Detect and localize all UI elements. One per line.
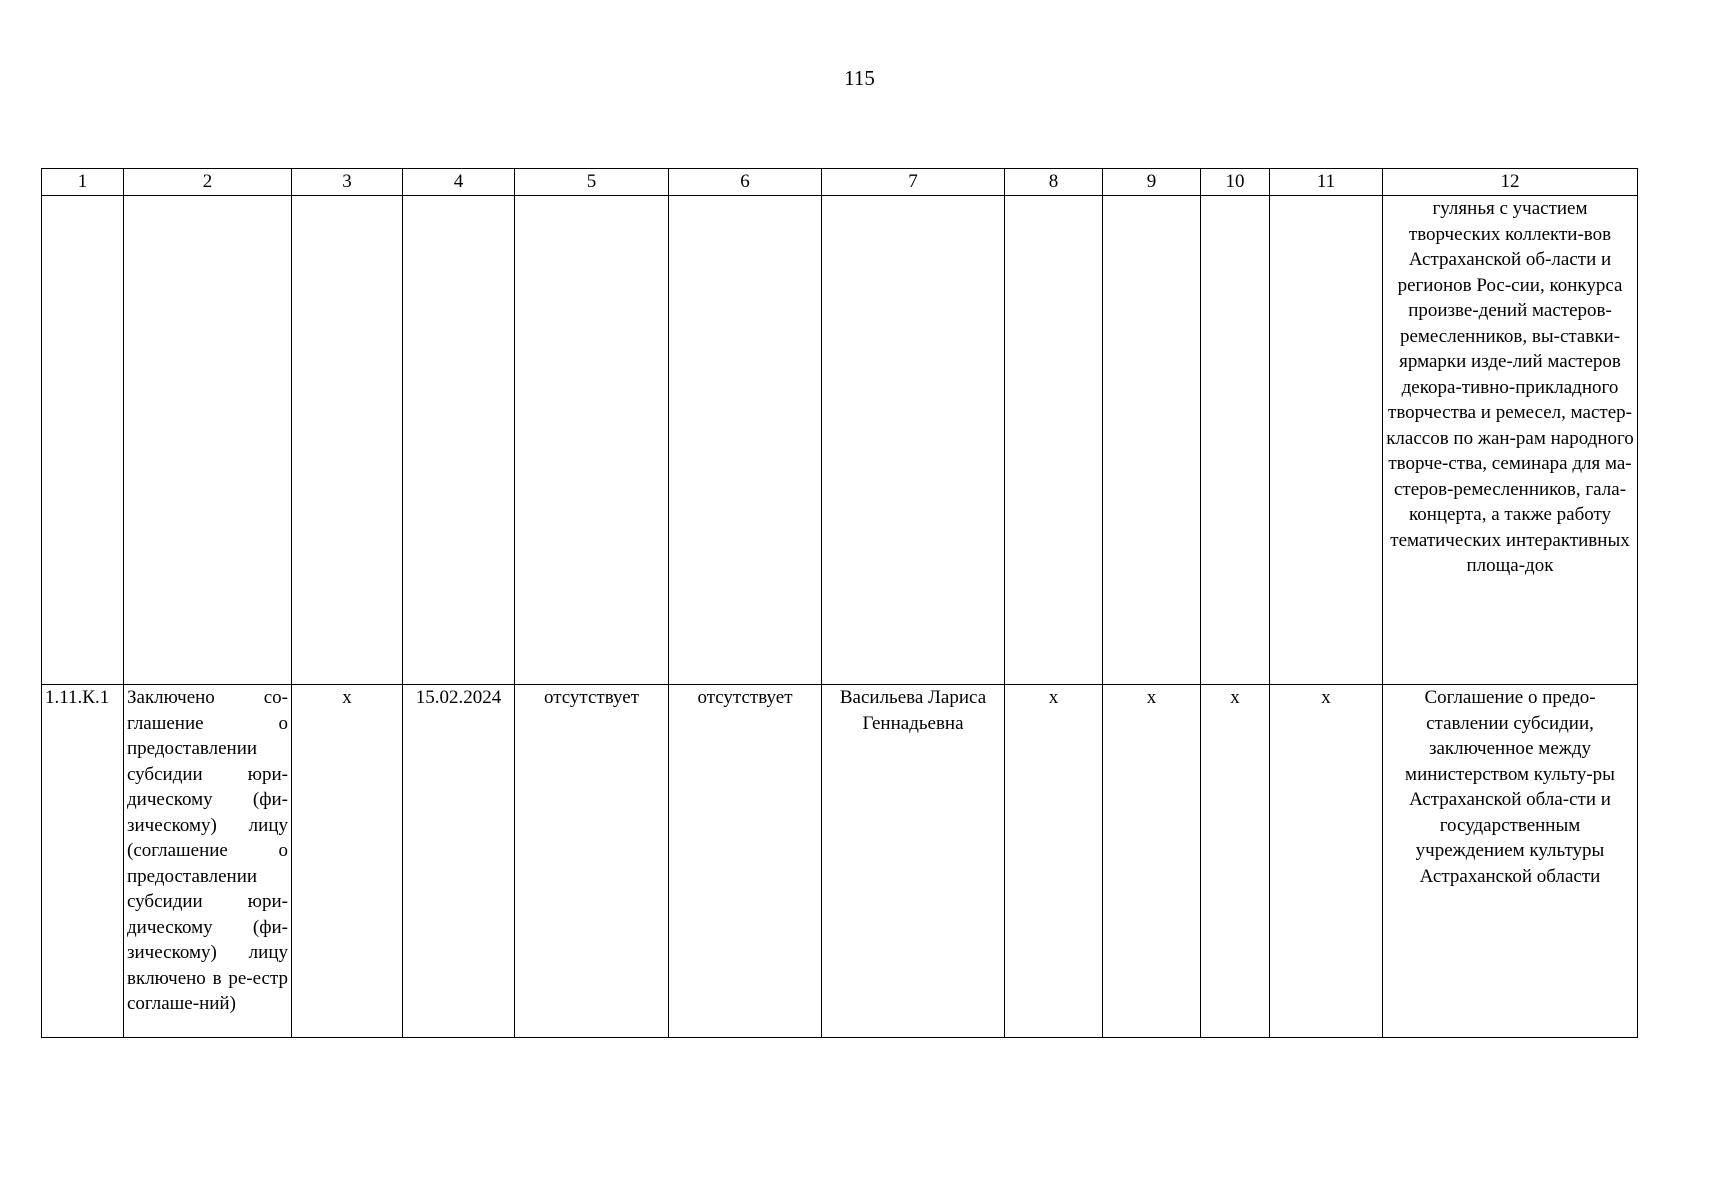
table-cell (515, 196, 669, 685)
table-cell (1201, 196, 1270, 685)
header-cell: 6 (669, 169, 822, 196)
document-description-cell: Соглашение о предо-ставлении субсидии, заключенное между министерством культу-ры Астраханской обла-сти и государственным учреждением культуры Астраханской области (1383, 685, 1638, 1038)
table-cell (124, 196, 292, 685)
header-cell: 3 (292, 169, 403, 196)
table-row (42, 685, 1638, 1038)
table-row (42, 196, 1638, 685)
table-cell: отсутствует (669, 685, 822, 1038)
header-cell: 4 (403, 169, 515, 196)
date-cell: 15.02.2024 (403, 685, 515, 1038)
responsible-person-cell: Васильева Лариса Геннадьевна (822, 685, 1005, 1038)
header-cell: 7 (822, 169, 1005, 196)
table-cell (42, 196, 124, 685)
table-cell: x (1005, 685, 1103, 1038)
table-cell (822, 196, 1005, 685)
record-number-cell: 1.11.К.1 (42, 685, 124, 1038)
table-cell (292, 196, 403, 685)
table-cell (669, 196, 822, 685)
table-cell: x (1103, 685, 1201, 1038)
table-cell: отсутствует (515, 685, 669, 1038)
table-cell: x (292, 685, 403, 1038)
header-cell: 11 (1270, 169, 1383, 196)
header-cell: 1 (42, 169, 124, 196)
header-row (42, 169, 1638, 196)
table-cell (1103, 196, 1201, 685)
header-cell: 10 (1201, 169, 1270, 196)
table-cell (1270, 196, 1383, 685)
table-cell: x (1201, 685, 1270, 1038)
event-description-cell: гулянья с участием творческих коллекти-вов Астраханской об-ласти и регионов Рос-сии, конкурса произве-дений мастеров-ремесленников, вы-ставки-ярмарки изде-лий мастеров декора-тивно-прикладного творчества и ремесел, мастер-классов по жан-рам народного творче-ства, семинара для ма-стеров-ремесленников, гала-концерта, а также работу тематических интерактивных площа-док (1383, 196, 1638, 685)
header-cell: 12 (1383, 169, 1638, 196)
header-cell: 9 (1103, 169, 1201, 196)
table-cell (403, 196, 515, 685)
header-cell: 2 (124, 169, 292, 196)
header-cell: 8 (1005, 169, 1103, 196)
table-cell: x (1270, 685, 1383, 1038)
table-cell (1005, 196, 1103, 685)
header-cell: 5 (515, 169, 669, 196)
document-table (41, 168, 1638, 1038)
result-description-cell: Заключено со-глашение о предоставлении субсидии юри-дическому (фи-зическому) лицу (соглашение о предоставлении субсидии юри-дическому (фи-зическому) лицу включено в ре-естр соглаше-ний) (124, 685, 292, 1038)
page-number: 115 (844, 66, 875, 90)
